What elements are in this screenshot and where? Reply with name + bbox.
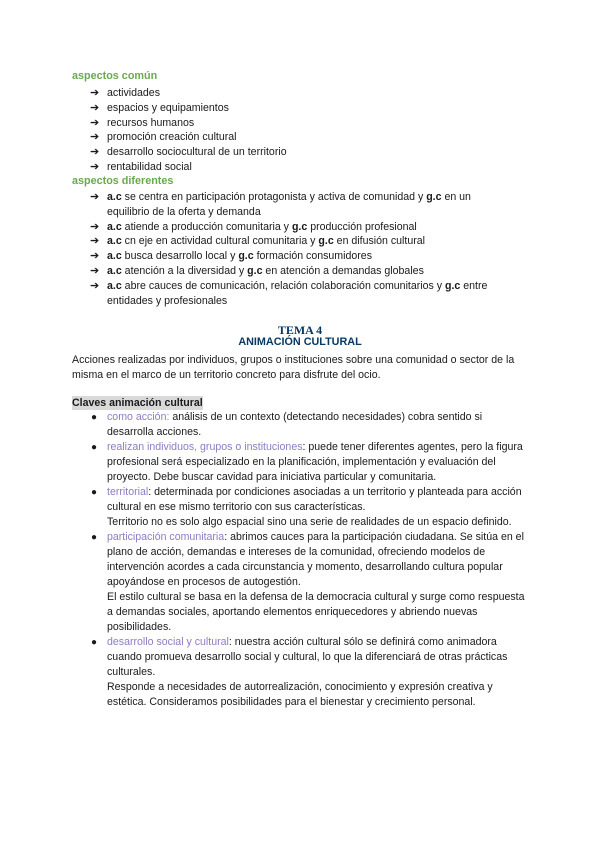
bullet-icon: ● [91, 442, 98, 453]
list-item: ➔ a.c busca desarrollo local y g.c formación consumidores [90, 250, 372, 263]
arrow-icon: ➔ [90, 87, 100, 99]
page-subtitle: ANIMACIÓN CULTURAL [238, 336, 362, 348]
list-item: ● participación comunitaria: abrimos cauces para la participación ciudadana. Se sitúa en el plano de acción, demandas e intereses de la comunidad, ofreciendo modelos de intervención acordes a cada circunstancia y momento, desarrollando cultura popular apoyándose en procesos de autogestión. El estilo cultural se basa en la defensa de la democracia cultural y surge como respuesta a demandas sociales, aportando elementos enriquecedores y abriendo nuevas posibilidades. [91, 531, 525, 633]
page-title: TEMA 4 [277, 323, 323, 337]
arrow-icon: ➔ [90, 250, 100, 263]
list-item: ➔ desarrollo sociocultural de un territorio [90, 146, 287, 159]
list-item: ➔ actividades [90, 87, 160, 99]
bullet-icon: ● [91, 532, 98, 543]
list-item: ● territorial: determinada por condiciones asociadas a un territorio y planteada para acción cultural en ese mismo territorio con sus características. Territorio no es solo algo espacial sino una serie de realidades de un espacio definido. [91, 486, 522, 528]
list-item: ➔ a.c cn eje en actividad cultural comunitaria y g.c en difusión cultural [90, 235, 426, 248]
claves-list [90, 410, 530, 710]
aspectos-comun-list [90, 86, 287, 175]
aspectos-diferentes-list [90, 190, 510, 308]
arrow-icon: ➔ [90, 279, 100, 292]
arrow-icon: ➔ [90, 160, 100, 173]
list-item: ➔ espacios y equipamientos [90, 101, 229, 114]
list-item: ● desarrollo social y cultural: nuestra acción cultural sólo se definirá como animadora cuando promueva desarrollo social y cultural, lo que la diferenciará de otras prácticas culturales. Responde a necesidades de autorrealización, conocimiento y expresión creativa y estética. Consideramos posibilidades para el bienestar y crecimiento personal. [91, 636, 508, 708]
arrow-icon: ➔ [90, 131, 100, 144]
aspectos-comun-heading: aspectos común [72, 70, 158, 82]
list-item: ➔ a.c atiende a producción comunitaria y g.c producción profesional [90, 220, 417, 233]
list-item: ➔ a.c se centra en participación protagonista y activa de comunidad y g.c en un equilibrio de la oferta y demanda [90, 191, 471, 218]
arrow-icon: ➔ [90, 116, 100, 129]
list-item: ● realizan individuos, grupos o instituciones: puede tener diferentes agentes, pero la figura profesional será especializado en la planificación, implementación y evaluación del proyecto. Debe buscar cavidad para iniciativa particular y comunitaria. [91, 441, 523, 483]
definition-paragraph: Acciones realizadas por individuos, grupos o instituciones sobre una comunidad o sector de la misma en el marco de un territorio concreto para disfrute del ocio. [72, 354, 515, 381]
bullet-icon: ● [91, 412, 98, 423]
arrow-icon: ➔ [90, 146, 100, 159]
claves-heading: Claves animación cultural [72, 397, 203, 409]
bullet-icon: ● [91, 487, 98, 498]
aspectos-diferentes-heading: aspectos diferentes [72, 175, 174, 187]
arrow-icon: ➔ [90, 101, 100, 114]
arrow-icon: ➔ [90, 264, 100, 277]
bullet-icon: ● [91, 637, 98, 648]
list-item: ● como acción: análisis de un contexto (detectando necesidades) cobra sentido si desarrolla acciones. [91, 411, 483, 438]
list-item: ➔ a.c atención a la diversidad y g.c en atención a demandas globales [90, 264, 424, 277]
arrow-icon: ➔ [90, 220, 100, 233]
list-item: ➔ rentabilidad social [90, 160, 192, 173]
arrow-icon: ➔ [90, 191, 100, 203]
arrow-icon: ➔ [90, 235, 100, 248]
list-item: ➔ promoción creación cultural [90, 131, 237, 144]
list-item: ➔ recursos humanos [90, 116, 195, 129]
list-item: ➔ a.c abre cauces de comunicación, relación colaboración comunitarios y g.c entre entidades y profesionales [90, 279, 488, 307]
